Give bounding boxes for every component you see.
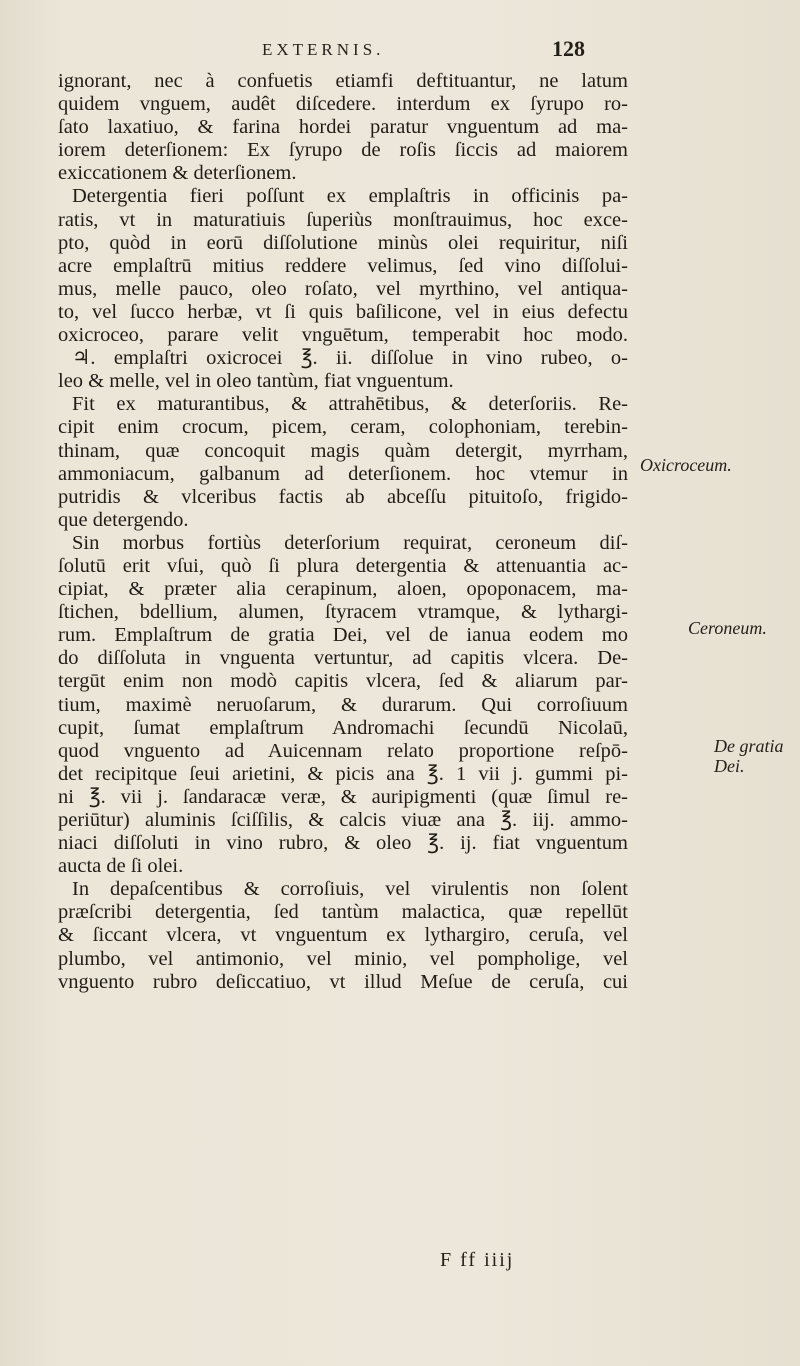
- text-line: aucta de ſi olei.: [58, 855, 184, 878]
- text-line: ſato laxatiuo, & farina hordei paratur vnguentum ad ma-: [58, 116, 628, 139]
- text-line: iorem deterſionem: Ex ſyrupo de roſis ſiccis ad maiorem: [58, 139, 628, 162]
- margin-note-line: Dei.: [714, 756, 745, 776]
- text-line: præſcribi detergentia, ſed tantùm malactica, quæ repellūt: [58, 901, 628, 924]
- text-line: det recipitque ſeui arietini, & picis ana ℥. 1 vii j. gummi pi-: [58, 762, 628, 785]
- text-line: acre emplaſtrū mitius reddere velimus, ſed vino diſſolui-: [58, 254, 628, 277]
- text-line: putridis & vlceribus factis ab abceſſu pituitoſo, frigido-: [58, 485, 628, 508]
- signature-mark: F ff iiij: [440, 1249, 515, 1271]
- text-line: cipiat, & præter alia cerapinum, aloen, opoponacem, ma-: [58, 578, 628, 601]
- margin-note-line: De gratia: [714, 736, 784, 756]
- running-head: [0, 36, 800, 70]
- text-line: ſolutū erit vſui, quò ſi plura detergentia & attenuantia ac-: [58, 554, 628, 577]
- margin-note-ceroneum: Ceroneum.: [688, 618, 767, 638]
- text-line: periūtur) aluminis ſciſſilis, & calcis viuæ ana ℥. iij. ammo-: [58, 809, 628, 831]
- running-title: EXTERNIS.: [262, 40, 385, 59]
- body-text: [58, 70, 628, 994]
- text-line: niaci diſſoluti in vino rubro, & oleo ℥. ij. fiat vnguentum: [58, 832, 628, 855]
- text-line: ♃. emplaſtri oxicrocei ℥. ii. diſſolue in vino rubeo, o-: [72, 347, 628, 370]
- text-line: exiccationem & deterſionem.: [58, 162, 297, 185]
- text-line: to, vel ſucco herbæ, vt ſi quis baſilicone, vel in eius defectu: [58, 300, 628, 323]
- margin-note-oxicroceum: Oxicroceum.: [640, 455, 732, 475]
- text-line: ni ℥. vii j. ſandaracæ veræ, & auripigmenti (quæ ſimul re-: [58, 785, 628, 808]
- text-line: In depaſcentibus & corroſiuis, vel virulentis non ſolent: [72, 878, 628, 901]
- text-line: que detergendo.: [58, 508, 189, 531]
- text-line: quod vnguento ad Auicennam relato proportione reſpō-: [58, 739, 628, 762]
- text-line: Sin morbus fortiùs deterſorium requirat, ceroneum diſ-: [72, 531, 628, 554]
- text-line: cipit enim crocum, picem, ceram, colophoniam, terebin-: [58, 416, 628, 439]
- text-line: vnguento rubro deſiccatiuo, vt illud Meſue de ceruſa, cui: [58, 970, 628, 993]
- text-line: oxicroceo, parare velit vnguētum, temperabit hoc modo.: [58, 324, 628, 347]
- text-line: leo & melle, vel in oleo tantùm, fiat vnguentum.: [58, 370, 454, 393]
- text-line: tium, maximè neruoſarum, & durarum. Qui corroſiuum: [58, 693, 628, 716]
- text-line: tergūt enim non modò capitis vlcera, ſed & aliarum par-: [58, 670, 628, 693]
- text-line: plumbo, vel antimonio, vel minio, vel pompholige, vel: [58, 947, 628, 970]
- text-line: ſtichen, bdellium, alumen, ſtyracem vtramque, & lythargi-: [58, 601, 628, 624]
- text-line: thinam, quæ concoquit magis quàm detergit, myrrham,: [58, 439, 628, 462]
- page-number: 128: [552, 36, 585, 61]
- margin-note-de-gratia-dei: [714, 736, 784, 776]
- text-line: ammoniacum, galbanum ad deterſionem. hoc vtemur in: [58, 462, 628, 485]
- text-line: Detergentia fieri poſſunt ex emplaſtris in officinis pa-: [72, 185, 628, 208]
- text-line: & ſiccant vlcera, vt vnguentum ex lythargiro, ceruſa, vel: [58, 924, 628, 947]
- text-line: pto, quòd in eorū diſſolutione minùs olei requiritur, niſi: [58, 231, 628, 254]
- text-line: rum. Emplaſtrum de gratia Dei, vel de ianua eodem mo: [58, 624, 628, 647]
- text-line: Fit ex maturantibus, & attrahētibus, & deterſoriis. Re-: [72, 393, 628, 416]
- text-line: do diſſoluta in vnguenta vertuntur, ad capitis vlcera. De-: [58, 647, 628, 670]
- text-line: ratis, vt in maturatiuis ſuperiùs monſtrauimus, hoc exce-: [58, 208, 628, 231]
- text-line: quidem vnguem, audêt diſcedere. interdum ex ſyrupo ro-: [58, 93, 628, 116]
- text-line: mus, melle pauco, oleo roſato, vel myrthino, vel antiqua-: [58, 277, 628, 300]
- text-line: ignorant, nec à confuetis etiamfi deftituantur, ne latum: [58, 70, 628, 92]
- text-line: cupit, ſumat emplaſtrum Andromachi ſecundū Nicolaū,: [58, 716, 628, 739]
